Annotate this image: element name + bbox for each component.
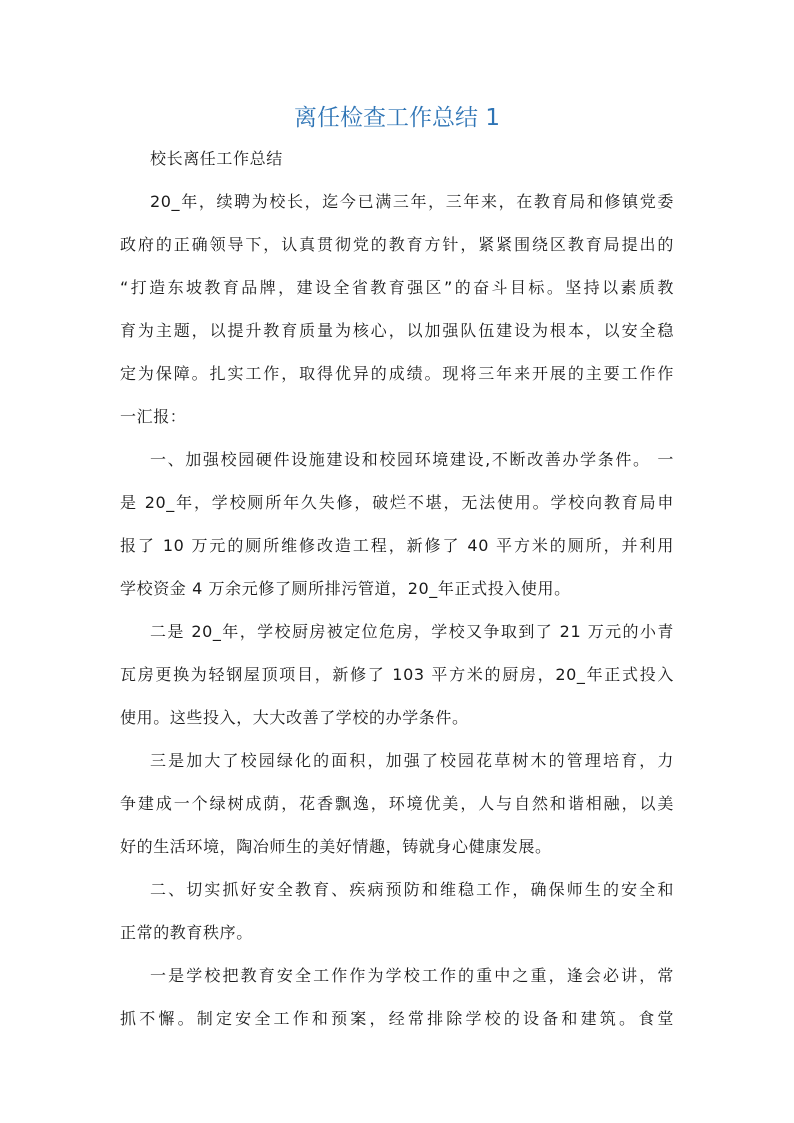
paragraph-line: 争建成一个绿树成荫，花香飘逸，环境优美，人与自然和谐相融，以美	[120, 794, 674, 813]
paragraph-line: 20_年，续聘为校长，迄今已满三年，三年来，在教育局和修镇党委	[150, 192, 674, 211]
paragraph-line: 一是学校把教育安全工作作为学校工作的重中之重，逢会必讲，常	[150, 966, 674, 985]
paragraph-line: 定为保障。扎实工作，取得优异的成绩。现将三年来开展的主要工作作	[120, 364, 674, 383]
paragraph-line: 瓦房更换为轻钢屋顶项目，新修了 103 平方米的厨房，20_年正式投入	[120, 665, 674, 684]
paragraph-line: 政府的正确领导下，认真贯彻党的教育方针，紧紧围绕区教育局提出的	[120, 235, 674, 254]
paragraph-line: “打造东坡教育品牌，建设全省教育强区”的奋斗目标。坚持以素质教	[120, 278, 674, 297]
subtitle-line: 校长离任工作总结	[150, 149, 283, 168]
paragraph-line: 抓不懈。制定安全工作和预案，经常排除学校的设备和建筑。食堂	[120, 1009, 674, 1028]
paragraph-line: 报了 10 万元的厕所维修改造工程，新修了 40 平方米的厕所，并利用	[120, 536, 674, 555]
document-body	[120, 137, 674, 1040]
paragraph-line: 正常的教育秩序。	[120, 923, 253, 942]
paragraph-line: 一、加强校园硬件设施建设和校园环境建设,不断改善办学条件。 一	[150, 450, 674, 469]
paragraph-line: 一汇报：	[120, 407, 187, 426]
paragraph-line: 使用。这些投入，大大改善了学校的办学条件。	[120, 708, 469, 727]
paragraph-line: 三是加大了校园绿化的面积，加强了校园花草树木的管理培育，力	[150, 751, 674, 770]
paragraph-line: 是 20_年，学校厕所年久失修，破烂不堪，无法使用。学校向教育局申	[120, 493, 674, 512]
paragraph-line: 学校资金 4 万余元修了厕所排污管道，20_年正式投入使用。	[120, 579, 571, 598]
paragraph-line: 育为主题，以提升教育质量为核心，以加强队伍建设为根本，以安全稳	[120, 321, 674, 340]
document-title: 离任检查工作总结 1	[294, 105, 500, 131]
paragraph-line: 二是 20_年，学校厨房被定位危房，学校又争取到了 21 万元的小青	[150, 622, 674, 641]
paragraph-line: 好的生活环境，陶冶师生的美好情趣，铸就身心健康发展。	[120, 837, 552, 856]
paragraph-line: 二、切实抓好安全教育、疾病预防和维稳工作，确保师生的安全和	[150, 880, 674, 899]
